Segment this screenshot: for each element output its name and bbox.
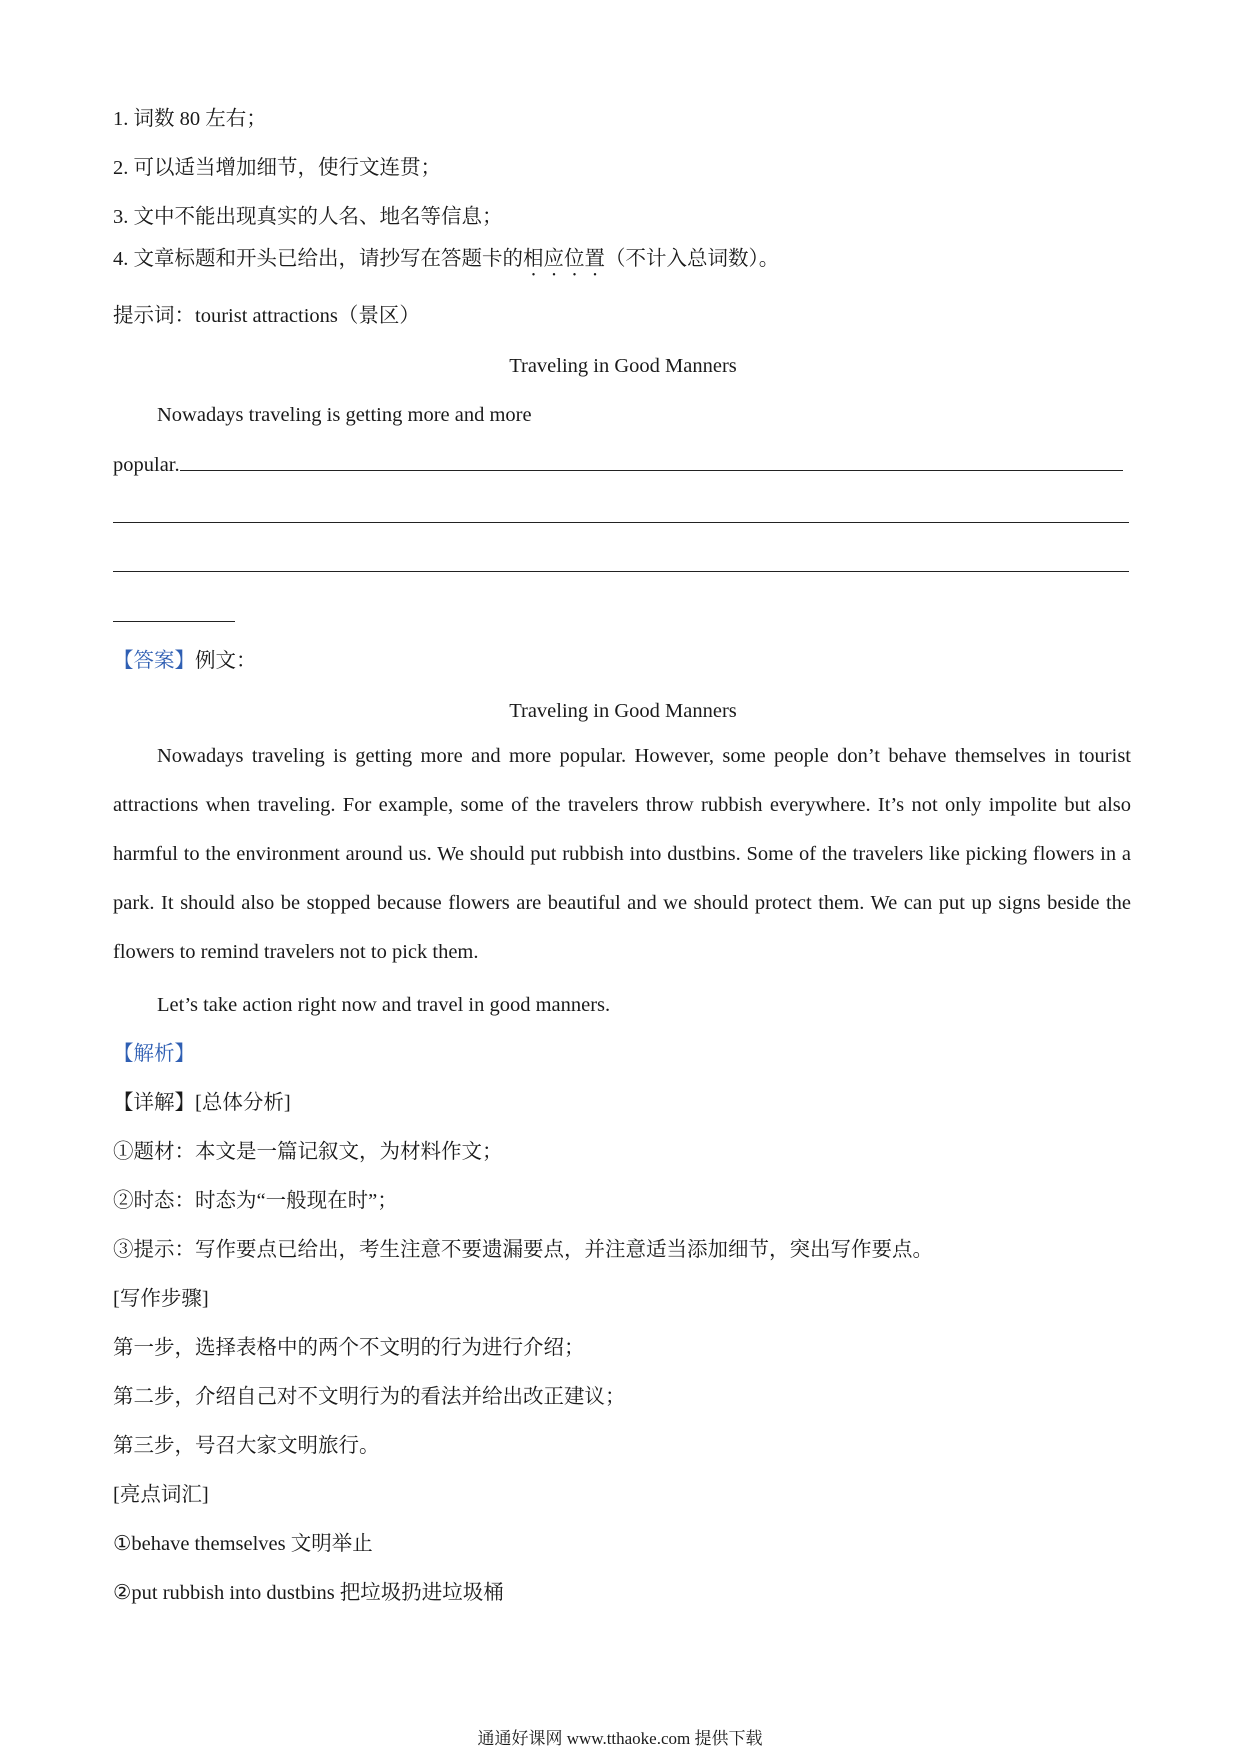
writing-blank-2[interactable] bbox=[113, 522, 1129, 523]
overall-point-2: ②时态：时态为“一般现在时”； bbox=[113, 1190, 398, 1212]
hint-words: 提示词：tourist attractions（景区） bbox=[113, 305, 420, 327]
essay-opening-line: Nowadays traveling is getting more and more bbox=[157, 404, 532, 426]
analysis-tag: 【解析】 bbox=[113, 1043, 195, 1065]
requirement-4 bbox=[113, 245, 779, 281]
essay-title: Traveling in Good Manners bbox=[509, 355, 737, 377]
essay-opening-continued bbox=[113, 450, 1123, 479]
requirement-2: 2. 可以适当增加细节，使行文连贯； bbox=[113, 157, 441, 179]
step-2: 第二步，介绍自己对不文明行为的看法并给出改正建议； bbox=[113, 1386, 626, 1408]
writing-blank-4[interactable] bbox=[113, 621, 235, 622]
writing-blank-1[interactable] bbox=[180, 450, 1123, 471]
overall-point-3: ③提示：写作要点已给出，考生注意不要遗漏要点，并注意适当添加细节，突出写作要点。 bbox=[113, 1239, 933, 1261]
requirement-4-emphasis: 相应位置 bbox=[523, 248, 605, 270]
step-1: 第一步，选择表格中的两个不文明的行为进行介绍； bbox=[113, 1337, 585, 1359]
step-3: 第三步，号召大家文明旅行。 bbox=[113, 1435, 380, 1457]
overall-point-1: ①题材：本文是一篇记叙文，为材料作文； bbox=[113, 1141, 503, 1163]
essay-opening-word: popular. bbox=[113, 454, 180, 476]
answer-paragraph-2: Let’s take action right now and travel in good manners. bbox=[157, 994, 611, 1016]
writing-blank-3[interactable] bbox=[113, 571, 1129, 572]
detail-tag: 【详解】 bbox=[113, 1092, 195, 1114]
requirement-3: 3. 文中不能出现真实的人名、地名等信息； bbox=[113, 206, 503, 228]
overall-analysis-heading: [总体分析] bbox=[195, 1092, 291, 1114]
requirement-4-note: （不计入总词数）。 bbox=[605, 248, 780, 270]
requirement-1: 1. 词数 80 左右； bbox=[113, 108, 267, 130]
vocab-item-2: ②put rubbish into dustbins 把垃圾扔进垃圾桶 bbox=[113, 1582, 504, 1604]
answer-tag: 【答案】 bbox=[113, 650, 195, 672]
answer-heading bbox=[113, 647, 257, 675]
analysis-detail-heading bbox=[113, 1089, 291, 1117]
page-footer: 通通好课网 www.tthaoke.com 提供下载 bbox=[477, 1729, 763, 1748]
requirement-4-text: 4. 文章标题和开头已给出，请抄写在答题卡的 bbox=[113, 248, 523, 270]
answer-label: 例文： bbox=[195, 650, 257, 672]
answer-paragraph-1: Nowadays traveling is getting more and more popular. However, some people don’t behave themselves in tourist attractions when traveling. For example, some of the travelers throw rubbish everywhere. It’s not only impolite but also harmful to the environment around us. We should put rubbish into dustbins. Some of the travelers like picking flowers in a park. It should also be stopped because flowers are beautiful and we should protect them. We can put up signs beside the flowers to remind travelers not to pick them. bbox=[113, 745, 1131, 963]
vocab-heading: [亮点词汇] bbox=[113, 1484, 209, 1506]
answer-title: Traveling in Good Manners bbox=[509, 700, 737, 722]
vocab-item-1: ①behave themselves 文明举止 bbox=[113, 1533, 373, 1555]
steps-heading: [写作步骤] bbox=[113, 1288, 209, 1310]
